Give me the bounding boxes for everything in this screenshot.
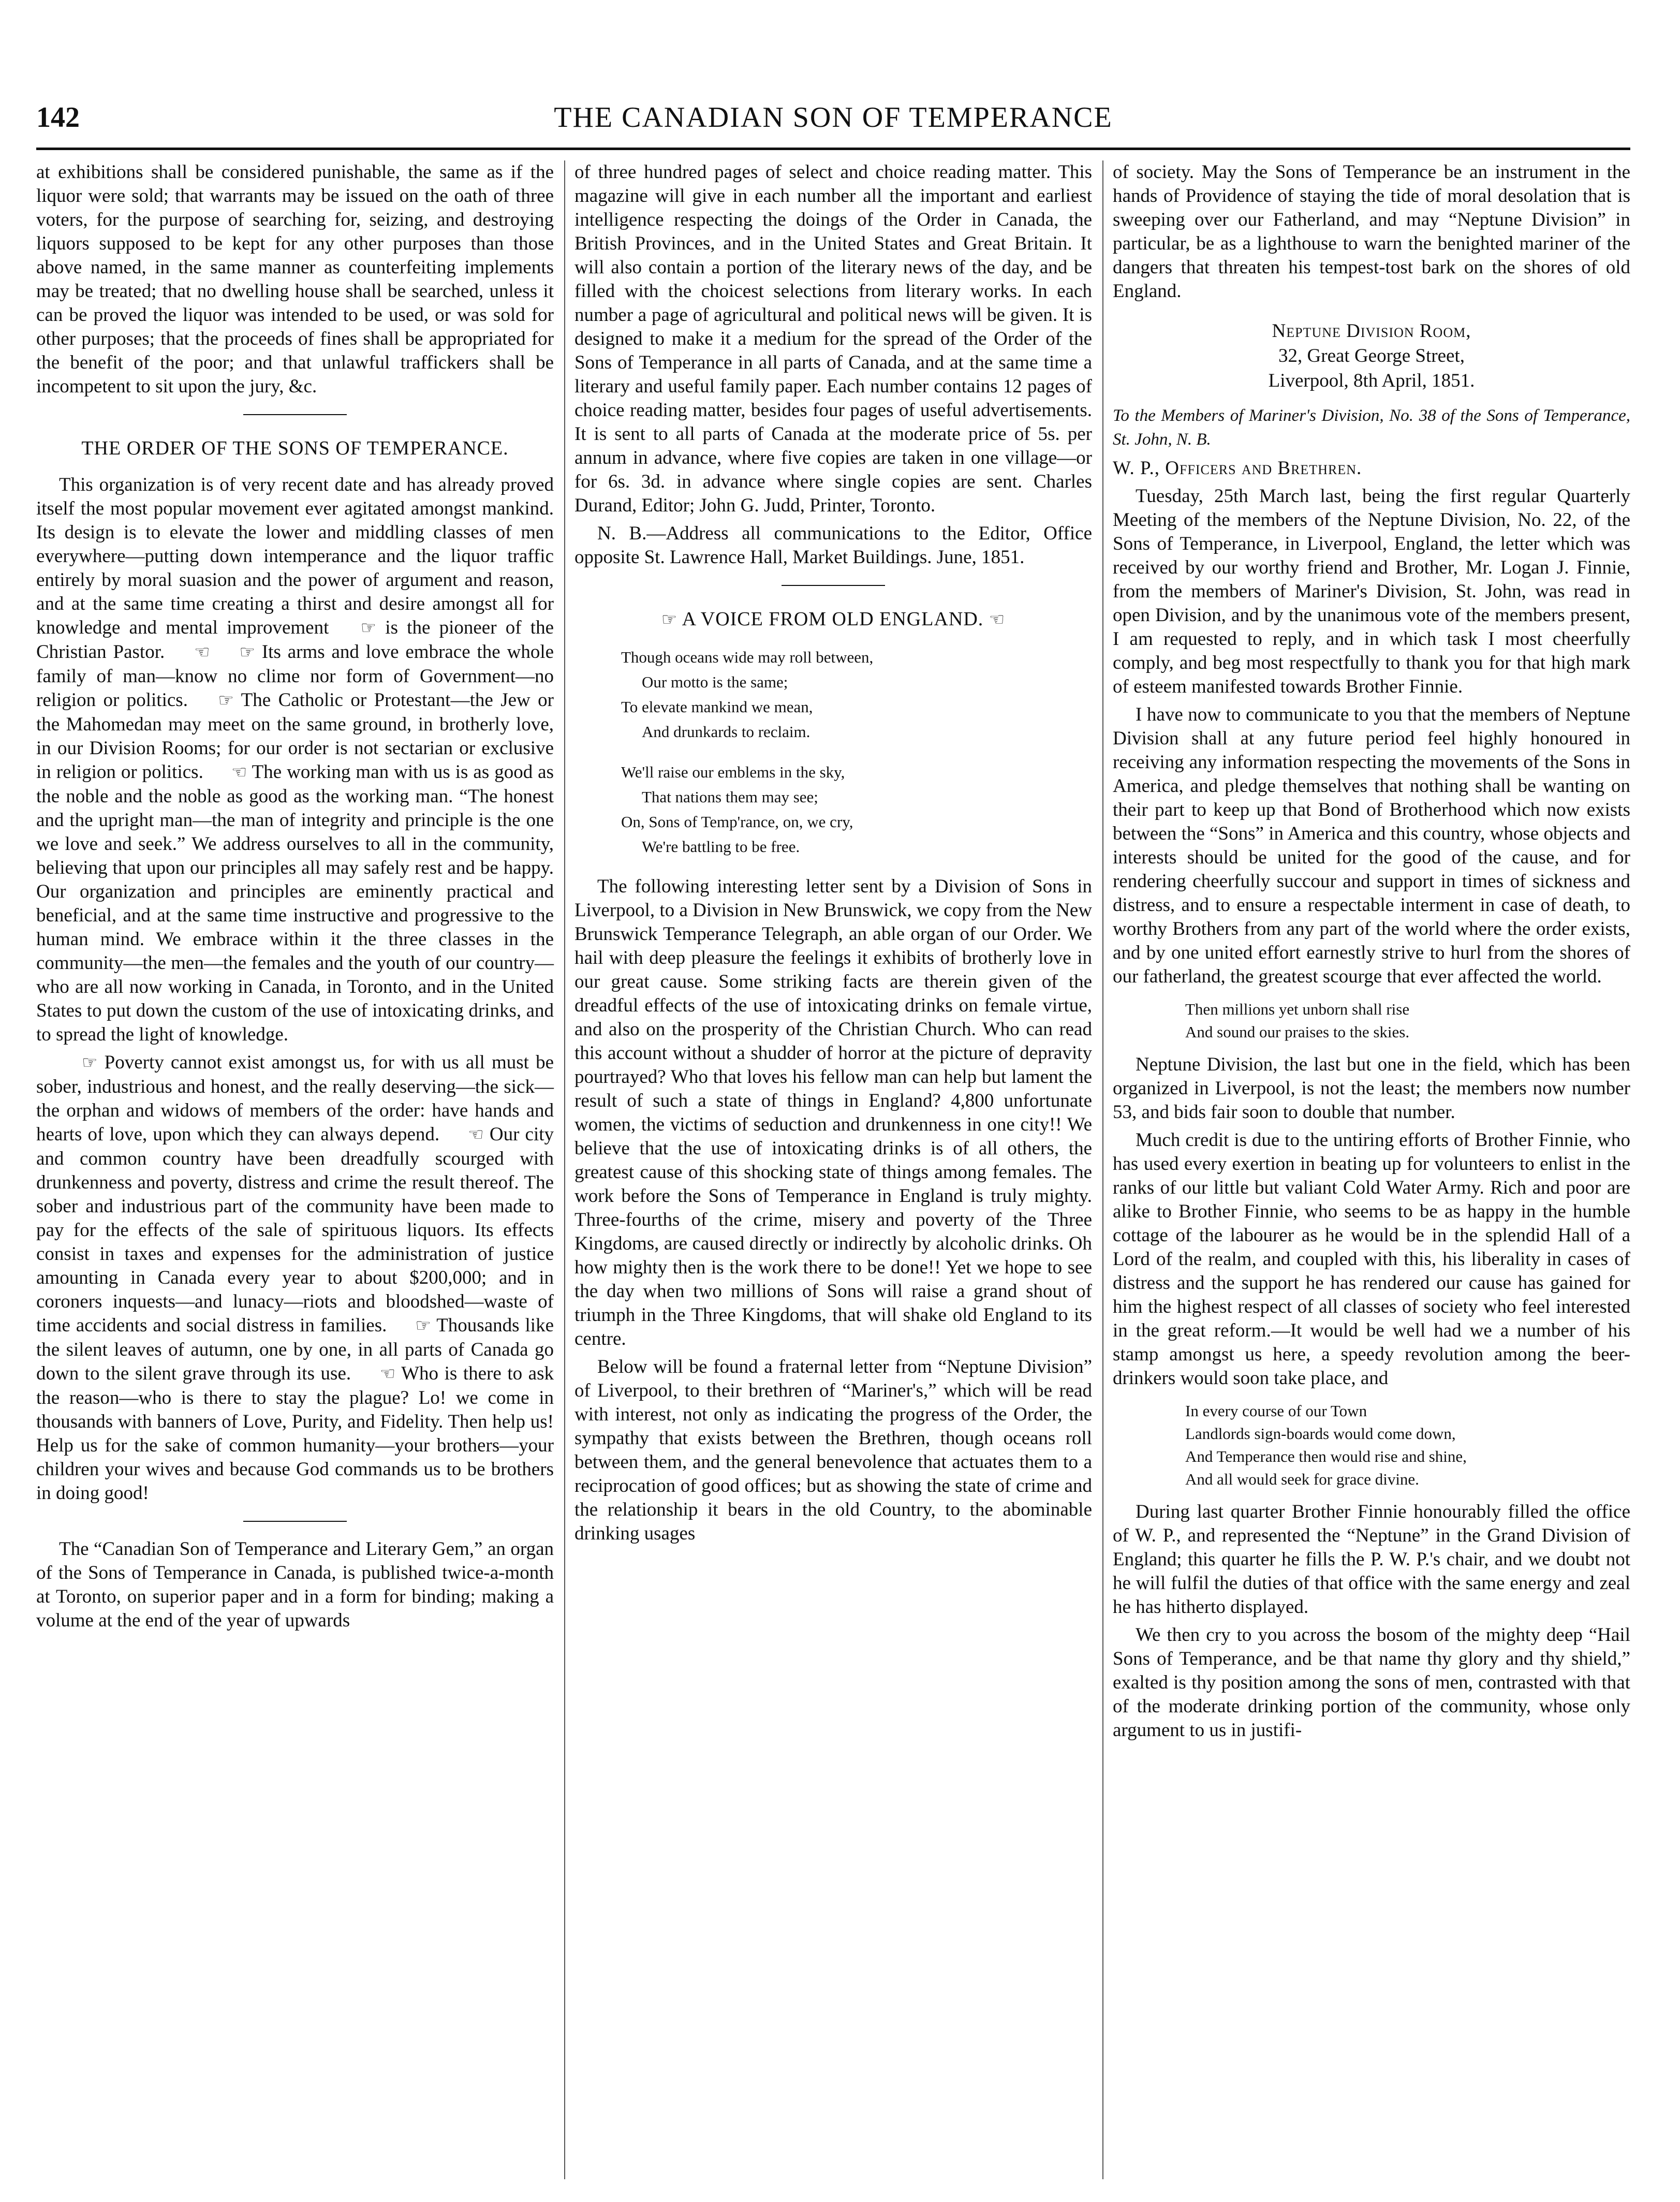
article-text: This organization is of very recent date and has already proved itself the most popular movement ever agitated amongst mankind. Its design is to elevate the lower and middling classes of men everywhere—putting down intemperance and the liquor traffic entirely by moral suasion and the power of argument and reason, and at the same time creating a thirst and desire amongst all for knowledge and mental improvement — [36, 474, 554, 638]
pointing-hand-left-icon: ☜ — [194, 643, 210, 662]
letter-dateline — [1113, 319, 1630, 393]
section-heading-wrapper — [574, 607, 1092, 633]
verse-line: Then millions yet unborn shall rise — [1185, 1000, 1410, 1018]
poem-line: And drunkards to reclaim. — [642, 723, 810, 741]
verse-line: And Temperance then would rise and shine, — [1185, 1447, 1467, 1465]
article-continuation: of three hundred pages of select and choice reading matter. This magazine will give in each number all the important and earliest intelligence respecting the doings of the Order in Canada, the British Provinces, and in the United States and Great Britain. It will also contain a portion of the literary news of the day, and be filled with the choicest selections from literary works. In each number a page of agricultural and political news will be given. It is designed to make it a medium for the spread of the Order of the Sons of Temperance in all parts of Canada, and at the same time a literary and useful family paper. Each number contains 12 pages of choice reading matter, besides four pages of useful advertisements. It is sent to all parts of Canada at the moderate price of 5s. per annum in advance, where five copies are taken in one village—or for 6s. 3d. in advance where single copies are sent. Charles Durand, Editor; John G. Judd, Printer, Toronto. — [574, 162, 1092, 516]
article-text: Our city and common country have been dreadfully scourged with drunkenness and poverty, distress and crime the result thereof. The sober and industrious part of the community have been made to pay for the effects of the sale of spirituous liquors. Its effects consist in taxes and expenses for the administration of justice amounting in Canada every year to about $200,000; and in coroners inquests—and lunacy—riots and bloodshed—waste of time accidents and social distress in families. — [36, 1124, 554, 1336]
pointing-hand-icon: ☞ — [661, 610, 678, 629]
advertisement-paragraph: The “Canadian Son of Temperance and Literary Gem,” an organ of the Sons of Temperance in Canada, is published twice-a-month at Toronto, on superior paper and in a form for binding; making a volume at the end of the year of upwards — [36, 1538, 554, 1631]
article-text: The Catholic or Protestant—the Jew or the Mahomedan may meet on the same ground, in brotherly love, in our Division Rooms; for our order is not sectarian or exclusive in religion or politics. — [36, 689, 554, 783]
article-paragraph — [36, 1051, 554, 1505]
letter-paragraph: Tuesday, 25th March last, being the first regular Quarterly Meeting of the members of the Neptune Division, No. 22, of the Sons of Temperance, in Liverpool, England, the letter which was received by our worthy friend and Brother, Mr. Logan J. Finnie, from the members of Mariner's Division, St. John, was read in open Division, and by the unanimous vote of the members present, I am requested to reply, and in which task I most cheerfully comply, and beg most respectfully to thank you for that high mark of esteem manifested towards Brother Finnie. — [1113, 486, 1630, 697]
section-heading: A VOICE FROM OLD ENGLAND. — [682, 608, 984, 630]
column-2 — [574, 160, 1092, 1550]
column-1 — [36, 160, 554, 1637]
article-text: Who is there to ask the reason—who is there to stay the plague? Lo! we come in thousands with banners of Love, Purity, and Fidelity. Then help us! Help us for the sake of common humanity—your brothers—your children your wives and because God commands us to be brothers in doing good! — [36, 1363, 554, 1504]
verse-line: And sound our praises to the skies. — [1185, 1023, 1410, 1041]
pointing-hand-icon: ☞ — [218, 691, 234, 710]
poem-line: Though oceans wide may roll between, — [621, 648, 874, 666]
poem-line: That nations them may see; — [642, 788, 818, 806]
poem-line: To elevate mankind we mean, — [621, 698, 813, 716]
verse-line: In every course of our Town — [1185, 1402, 1367, 1420]
article-text: Its arms and love embrace the whole family of man—know no clime nor form of Government—no religion or politics. — [36, 641, 554, 711]
poem-line: We'll raise our emblems in the sky, — [621, 763, 845, 781]
pointing-hand-icon: ☞ — [82, 1053, 98, 1073]
poem-stanza — [621, 645, 1092, 744]
poem-line: We're battling to be free. — [642, 838, 800, 856]
column-divider — [564, 160, 565, 2179]
article-paragraph: The following interesting letter sent by a Division of Sons in Liverpool, to a Division in New Brunswick, we copy from the New Brunswick Temperance Telegraph, an able organ of our Order. We hail with deep pleasure the feelings it exhibits of brotherly love in our great cause. Some striking facts are therein given of the dreadful effects of the use of intoxicating drinks on female virtue, and also on the prosperity of the Christian Church. Who can read this account without a shudder of horror at the picture of depravity pourtrayed? Who that loves his fellow man can help but lament the result of such a state of things in England? 4,800 unfortunate women, the victims of seduction and drunkenness in one city!! We believe that the use of intoxicating drinks is of all others, the greatest cause of this shocking state of things among females. The work before the Sons of Temperance in England is truly mighty. Three-fourths of the crime, misery and poverty of the Three Kingdoms, are caused directly or indirectly by alcoholic drinks. Oh how mighty then is the work there to be done!! Yet we hope to see the day when two millions of Sons will raise a grand shout of triumph in the Three Kingdoms, that will shake old England to its centre. — [574, 876, 1092, 1349]
dateline-line: Liverpool, 8th April, 1851. — [1268, 370, 1475, 391]
pointing-hand-left-icon: ☜ — [231, 763, 247, 782]
header-rule — [36, 148, 1630, 150]
letter-salutation: W. P., Officers and Brethren. — [1113, 458, 1362, 479]
poem-stanza — [621, 760, 1092, 859]
section-heading: THE ORDER OF THE SONS OF TEMPERANCE. — [81, 437, 509, 459]
dateline-line: 32, Great George Street, — [1278, 345, 1465, 366]
letter-paragraph: We then cry to you across the bosom of the mighty deep “Hail Sons of Temperance, and be that name thy glory and thy shield,” exalted is thy position among the sons of men, contrasted with that of the moderate drinking portion of the community, whose only argument to us in justifi- — [1113, 1624, 1630, 1741]
letter-continuation: of society. May the Sons of Temperance be an instrument in the hands of Providence of staying the tide of moral desolation that is sweeping over our Fatherland, and may “Neptune Division” in particular, be as a lighthouse to warn the benighted mariner of the dangers that threaten his tempest-tost bark on the shores of old England. — [1113, 162, 1630, 302]
column-divider — [1102, 160, 1103, 2179]
pointing-hand-icon: ☞ — [415, 1316, 431, 1335]
pointing-hand-icon: ☞ — [360, 619, 377, 638]
section-divider — [243, 1521, 347, 1522]
poem-line: On, Sons of Temp'rance, on, we cry, — [621, 813, 853, 831]
poem — [621, 645, 1092, 859]
article-paragraph: Below will be found a fraternal letter from “Neptune Division” of Liverpool, to their brethren of “Mariner's,” which will be read with interest, not only as indicating the progress of the Order, the sympathy that exists between the Brethren, though oceans roll between them, and the general benevolence that actuates them to a reciprocation of good offices; but as showing the state of crime and the relationship it bears in the old Country, to the abominable drinking usages — [574, 1356, 1092, 1544]
page-number: 142 — [36, 101, 80, 134]
masthead-title: THE CANADIAN SON OF TEMPERANCE — [554, 101, 1113, 134]
editor-note: N. B.—Address all communications to the Editor, Office opposite St. Lawrence Hall, Market Buildings. June, 1851. — [574, 523, 1092, 568]
article-paragraph — [36, 473, 554, 1047]
article-continuation: at exhibitions shall be considered punishable, the same as if the liquor were sold; that warrants may be issued on the oath of three voters, for the purpose of searching for, seizing, and destroying liquors supposed to be kept for any other purposes than those above named, in the same manner as counterfeiting implements may be treated; that no dwelling house shall be searched, unless it can be proved the liquor was intended to be used, or was sold for other purposes; that the proceeds of fines shall be appropriated for the benefit of the poor; and that unlawful traffickers shall be incompetent to sit upon the jury, &c. — [36, 162, 554, 397]
verse-line: Landlords sign-boards would come down, — [1185, 1425, 1456, 1443]
pointing-hand-left-icon: ☜ — [989, 610, 1006, 629]
article-text: Thousands like the silent leaves of autumn, one by one, in all parts of Canada go down to the silent grave through its use. — [36, 1315, 554, 1384]
pointing-hand-left-icon: ☜ — [379, 1364, 396, 1384]
pointing-hand-icon: ☞ — [239, 643, 255, 662]
article-text: is the pioneer of the Christian Pastor. — [36, 617, 554, 663]
pointing-hand-left-icon: ☜ — [468, 1125, 484, 1144]
dateline-line: Neptune Division Room, — [1272, 320, 1471, 342]
letter-paragraph: I have now to communicate to you that the members of Neptune Division shall at any future period feel highly honoured in receiving any information respecting the movements of the Sons in America, and pledge themselves that nothing shall be wanting on their part to keep up that Bond of Brotherhood which now exists between the “Sons” in America and this country, whose objects and interests should be united for the good of the cause, and for rendering cheerfully succour and support in times of sickness and distress, and to ensure a respectable interment in case of death, to worthy Brothers from any part of the world where the order exists, and by one united effort earnestly strive to hurl from the shores of our fatherland, the greatest scourge that ever affected the world. — [1113, 704, 1630, 987]
section-divider — [782, 585, 885, 586]
verse-couplet — [1185, 998, 1630, 1044]
letter-paragraph: Much credit is due to the untiring efforts of Brother Finnie, who has used every exertion in beating up for volunteers to enlist in the ranks of our little but valiant Cold Water Army. Rich and poor are alike to Brother Finnie, who seems to be as happy in the humble cottage of the labourer as he would be in the splendid Hall of a Lord of the realm, and coupled with this, his liberality in cases of distress and the support he has rendered our cause has gained for him the highest respect of all classes of society who feel interested in the great reform.—It would be well had we a number of his stamp amongst us here, a speedy revolution among the beer-drinkers would soon take place, and — [1113, 1129, 1630, 1389]
article-text: Poverty cannot exist amongst us, for with us all must be sober, industrious and honest, and the really deserving—the sick—the orphan and widows of members of the order: have hands and hearts of love, upon which they can always depend. — [36, 1052, 554, 1145]
column-3 — [1113, 160, 1630, 1746]
verse-line: And all would seek for grace divine. — [1185, 1470, 1419, 1488]
page-header — [36, 101, 1630, 142]
verse-quatrain — [1185, 1400, 1630, 1491]
letter-paragraph: Neptune Division, the last but one in the field, which has been organized in Liverpool, is not the least; the members now number 53, and bids fair soon to double that number. — [1113, 1054, 1630, 1123]
poem-line: Our motto is the same; — [642, 673, 788, 691]
article-text: The working man with us is as good as the noble and the noble as good as the working man. “The honest and the upright man—the man of integrity and principle is the one we love and seek.” We address ourselves to all in the community, believing that upon our principles all may safely rest and be happy. Our organization and principles are eminently practical and beneficial, and at the same time instructive and progressive to the human mind. We embrace within it the three classes in the community—the men—the females and the youth of our country—who are all now working in Canada, in Toronto, and in the United States to put down the custom of the use of intoxicating drinks, and to spread the light of knowledge. — [36, 761, 554, 1045]
letter-addressee: To the Members of Mariner's Division, No. 38 of the Sons of Temperance, St. John, N. B. — [1113, 406, 1630, 449]
letter-paragraph: During last quarter Brother Finnie honourably filled the office of W. P., and represented the “Neptune” in the Grand Division of England; this quarter he fills the P. W. P.'s chair, and we doubt not he will fulfil the duties of that office with the same energy and zeal he has hitherto displayed. — [1113, 1501, 1630, 1618]
section-divider — [243, 414, 347, 415]
